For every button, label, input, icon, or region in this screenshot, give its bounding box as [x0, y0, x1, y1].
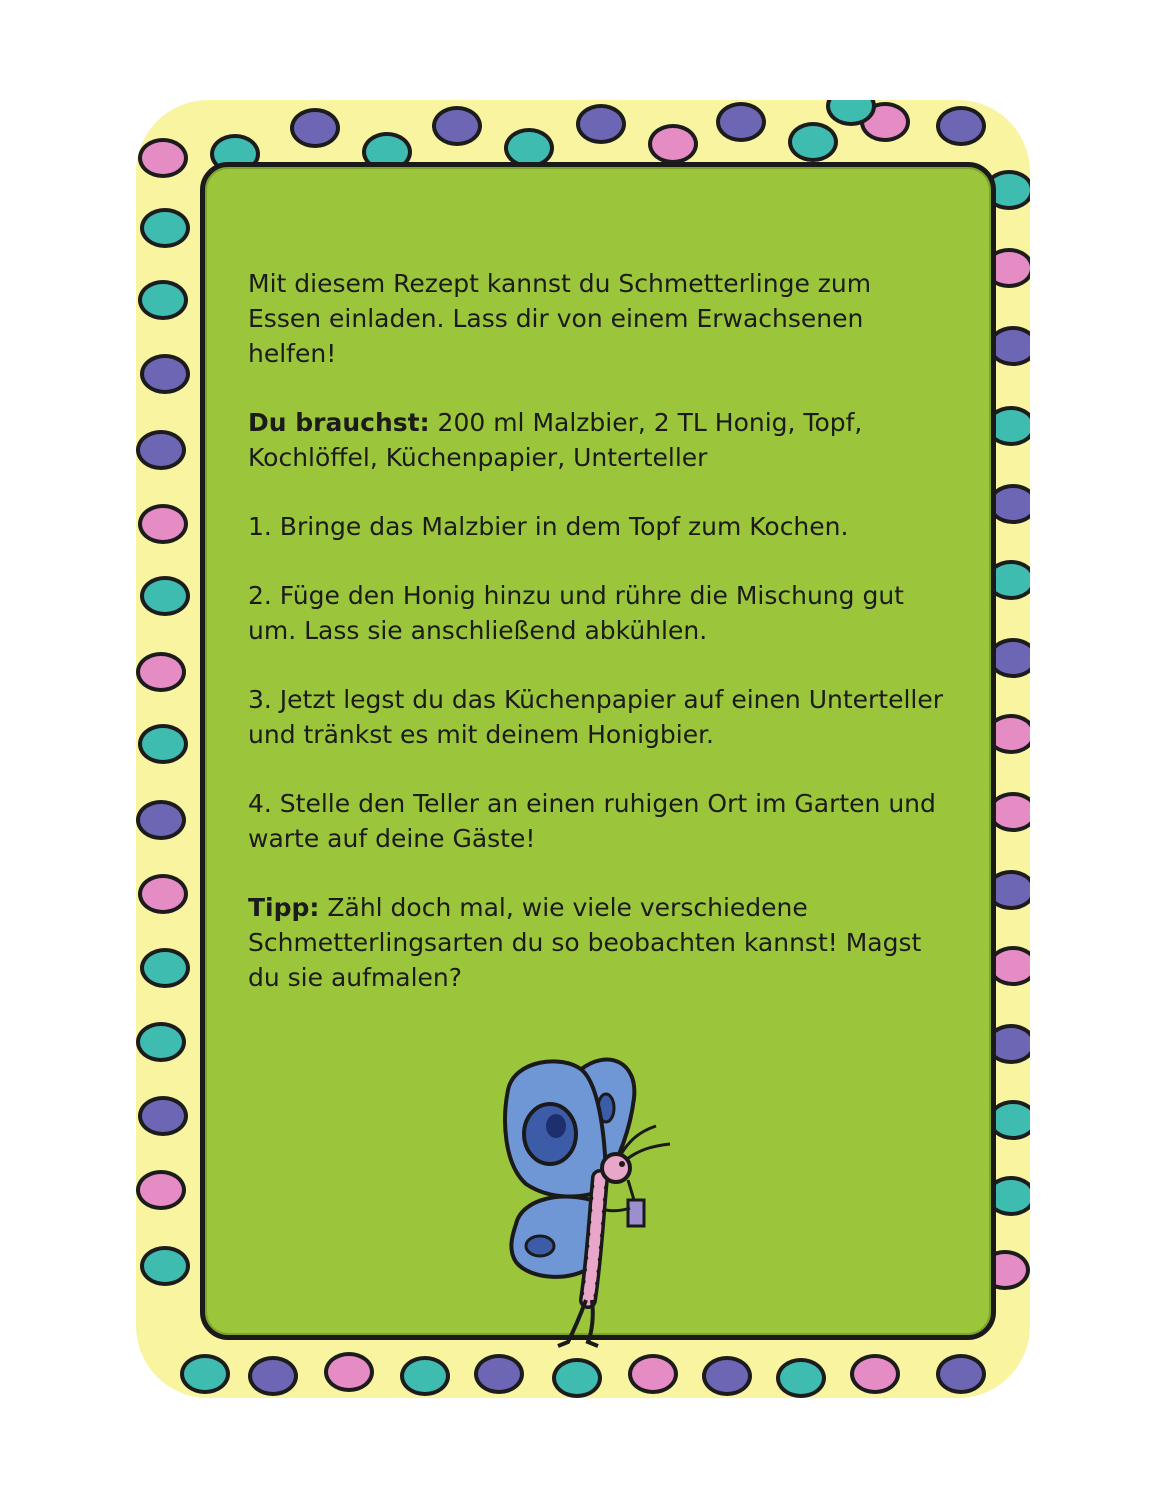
ingredients-text: 200 ml Malzbier, 2 TL Honig, Topf, Kochlöffel, Küchenpapier, Unterteller [248, 408, 863, 472]
leg [558, 1300, 586, 1346]
polka-dot [290, 108, 340, 148]
polka-dot [648, 124, 698, 164]
tip-text: Zähl doch mal, wie viele verschiedene Schmetterlingsarten du so beobachten kannst! Magst du sie aufmalen? [248, 893, 922, 992]
drink-cup [628, 1200, 644, 1226]
polka-dot [936, 106, 986, 146]
polka-dot [400, 1356, 450, 1396]
polka-dot [140, 576, 190, 616]
butterfly-icon [488, 1050, 718, 1360]
polka-dot [180, 1354, 230, 1394]
polka-dot [138, 504, 188, 544]
polka-dot [138, 280, 188, 320]
polka-dot [776, 1358, 826, 1398]
step-4: 4. Stelle den Teller an einen ruhigen Ort im Garten und warte auf deine Gäste! [248, 789, 936, 853]
polka-dot [136, 430, 186, 470]
polka-dot [432, 106, 482, 146]
polka-dot [628, 1354, 678, 1394]
step-2: 2. Füge den Honig hinzu und rühre die Mischung gut um. Lass sie anschließend abkühlen. [248, 581, 904, 645]
polka-dot [136, 652, 186, 692]
ingredients-paragraph [248, 405, 948, 475]
tip-paragraph [248, 890, 948, 995]
polka-dot [138, 724, 188, 764]
polka-dot [324, 1352, 374, 1392]
polka-dot [136, 800, 186, 840]
tip-label: Tipp: [248, 893, 320, 922]
lower-wing-spot [526, 1236, 554, 1256]
polka-dot [140, 208, 190, 248]
polka-dot [936, 1354, 986, 1394]
recipe-text [248, 266, 948, 1029]
polka-dot [136, 1170, 186, 1210]
eye [619, 1161, 625, 1167]
head [602, 1154, 630, 1182]
polka-dot [248, 1356, 298, 1396]
intro-paragraph: Mit diesem Rezept kannst du Schmetterlinge zum Essen einladen. Lass dir von einem Erwachsenen helfen! [248, 269, 872, 368]
polka-dot [140, 1246, 190, 1286]
polka-dot [138, 1096, 188, 1136]
polka-dot [576, 104, 626, 144]
arm [606, 1208, 630, 1211]
antenna [626, 1144, 670, 1160]
polka-dot [788, 122, 838, 162]
polka-dot [140, 948, 190, 988]
wing-eye-center [546, 1114, 566, 1138]
step-3: 3. Jetzt legst du das Küchenpapier auf einen Unterteller und tränkst es mit deinem Honigbier. [248, 685, 944, 749]
polka-dot [138, 874, 188, 914]
polka-dot [136, 1022, 186, 1062]
polka-dot [138, 138, 188, 178]
straw [628, 1180, 634, 1200]
polka-dot [702, 1356, 752, 1396]
ingredients-label: Du brauchst: [248, 408, 430, 437]
step-1: 1. Bringe das Malzbier in dem Topf zum Kochen. [248, 512, 849, 541]
polka-dot [474, 1354, 524, 1394]
polka-dot [850, 1354, 900, 1394]
polka-dot [552, 1358, 602, 1398]
polka-dot [140, 354, 190, 394]
polka-dot [716, 102, 766, 142]
